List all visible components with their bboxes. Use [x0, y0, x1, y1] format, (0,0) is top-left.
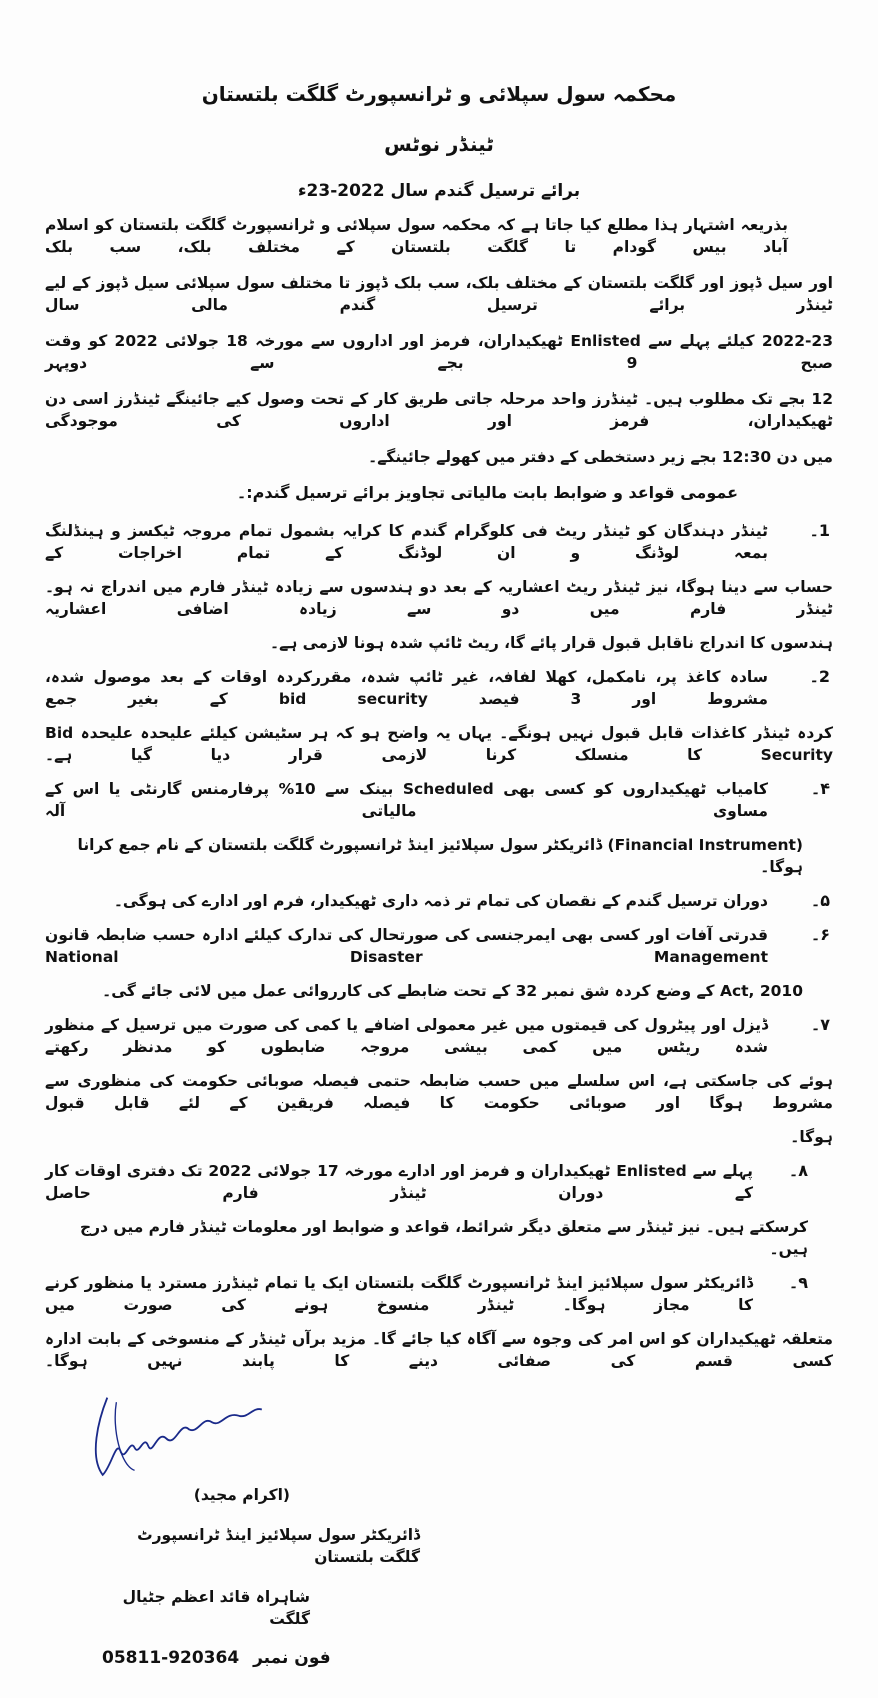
- rule-item: [45, 666, 833, 766]
- item-number: 2۔: [809, 667, 830, 686]
- notice-title: ٹینڈر نوٹس: [384, 132, 494, 156]
- item-line: متعلقہ ٹھیکیداران کو اس امر کی وجوہ سے آگاہ کیا جائے گا۔ مزید برآں ٹینڈر کے منسوخی کے بابت ادارہ کسی قسم کی صفائی دینے کا پابند نہیں ہوگا۔: [45, 1330, 833, 1370]
- item-line: ڈیزل اور پیٹرول کی قیمتوں میں غیر معمولی اضافے یا کمی کی صورت میں ترسیل کے منظور شدہ ریٹس میں کمی بیشی مروجہ ضابطوں کو مدنظر رکھتے: [45, 1016, 768, 1056]
- item-line: کامیاب ٹھیکیداروں کو کسی بھی Scheduled بینک سے 10% پرفارمنس گارنٹی یا اس کے مساوی مالیاتی آلہ: [45, 780, 769, 820]
- phone-label: فون نمبر: [253, 1648, 331, 1668]
- rule-item: [45, 520, 833, 654]
- rule-item: [45, 1272, 833, 1372]
- item-number: ۵۔: [810, 891, 830, 910]
- item-line: کرسکتے ہیں۔ نیز ٹینڈر سے متعلق دیگر شرائط، قواعد و ضوابط اور معلومات ٹینڈر فارم میں درج ہیں۔: [79, 1218, 808, 1258]
- rule-item: [45, 890, 833, 912]
- intro-line: اور سیل ڈپوز اور گلگت بلتستان کے مختلف بلک، سب بلک ڈپوز تا مختلف سول سپلائی سیل ڈپوز کے لیے ٹینڈر برائے ترسیل گندم مالی سال: [45, 274, 833, 314]
- item-line: (Financial Instrument) ڈائریکٹر سول سپلائیز اینڈ ٹرانسپورٹ گلگت بلتستان کے نام جمع کرانا ہوگا۔: [77, 836, 803, 876]
- intro-line: 2022-23 کیلئے پہلے سے Enlisted ٹھیکیداران، فرمز اور اداروں سے مورخہ 18 جولائی 2022 کو وقت صبح 9 بجے سے دوپہر: [45, 332, 833, 372]
- item-line: ٹینڈر دہندگان کو ٹینڈر ریٹ فی کلوگرام گندم کا کرایہ بشمول تمام مروجہ ٹیکسز و ہینڈلنگ بمعہ لوڈنگ و ان لوڈنگ کے تمام اخراجات کے: [45, 522, 768, 562]
- signatory-name: (اکرام مجید): [193, 1486, 290, 1504]
- item-number: ۹۔: [788, 1273, 808, 1292]
- signatory-phone-row: [102, 1648, 833, 1668]
- intro-paragraph: [45, 214, 833, 468]
- intro-line: 12 بجے تک مطلوب ہیں۔ ٹینڈرز واحد مرحلہ جاتی طریق کار کے تحت وصول کیے جائینگے ٹینڈرز اسی دن ٹھیکیداران، فرمز اور اداروں کی موجودگی: [45, 390, 833, 430]
- rule-item: [45, 1160, 833, 1260]
- item-number: ۷۔: [810, 1015, 830, 1034]
- intro-line: میں دن 12:30 بجے زیر دستخطی کے دفتر میں کھولے جائینگے۔: [368, 448, 833, 466]
- item-line: پہلے سے Enlisted ٹھیکیداران و فرمز اور ادارے مورخہ 17 جولائی 2022 تک دفتری اوقات کار کے دوران ٹینڈر فارم حاصل: [45, 1162, 754, 1202]
- item-line: سادہ کاغذ پر، نامکمل، کھلا لفافہ، غیر ٹائپ شدہ، مقررکردہ اوقات کے بعد موصول شدہ، مشروط اور 3 فیصد bid security کے بغیر جمع: [45, 668, 768, 708]
- signatory-block: [100, 1484, 420, 1630]
- item-line: حساب سے دینا ہوگا، نیز ٹینڈر ریٹ اعشاریہ کے بعد دو ہندسوں سے زیادہ ٹینڈر فارم میں اندراج نہ ہو۔ ٹینڈر فارم میں دو سے زیادہ اضافی اعشاریہ: [45, 578, 833, 618]
- item-line: کردہ ٹینڈر کاغذات قابل قبول نہیں ہونگے۔ یہاں یہ واضح ہو کہ ہر سٹیشن کیلئے علیحدہ علیحدہ Bid Security کا منسلک کرنا لازمی قرار دیا گیا ہے۔: [45, 724, 833, 764]
- item-number: 1۔: [809, 521, 830, 540]
- item-number: ۴۔: [810, 779, 830, 798]
- phone-number: 05811-920364: [102, 1648, 240, 1668]
- item-line: ہوئے کی جاسکتی ہے، اس سلسلے میں حسب ضابطہ حتمی فیصلہ صوبائی حکومت کی منظوری سے مشروط ہوگا اور صوبائی حکومت کا فیصلہ فریقین کے لئے قابل قبول: [45, 1072, 833, 1112]
- item-number: ۸۔: [788, 1161, 808, 1180]
- rules-heading: عمومی قواعد و ضوابط بابت مالیاتی تجاویز برائے ترسیل گندم:۔: [236, 483, 738, 502]
- item-line: Act, 2010 کے وضع کردہ شق نمبر 32 کے تحت ضابطے کی کارروائی عمل میں لائی جائے گی۔: [102, 982, 803, 1000]
- rule-item: [45, 1014, 833, 1148]
- signatory-designation: ڈائریکٹر سول سپلائیز اینڈ ٹرانسپورٹ گلگت بلتستان: [137, 1526, 420, 1566]
- item-number: ۶۔: [810, 925, 830, 944]
- department-title: محکمہ سول سپلائی و ٹرانسپورٹ گلگت بلتستان: [201, 82, 677, 106]
- item-line: ہوگا۔: [790, 1128, 833, 1146]
- rule-item: [45, 778, 833, 878]
- item-line: ہندسوں کا اندراج ناقابل قبول قرار پائے گا، ریٹ ٹائپ شدہ ہونا لازمی ہے۔: [270, 634, 833, 652]
- notice-subject: برائے ترسیل گندم سال 2022-23ء: [297, 181, 581, 201]
- intro-line: بذریعہ اشتہار ہذا مطلع کیا جاتا ہے کہ محکمہ سول سپلائی و ٹرانسپورٹ گلگت بلتستان کو اسلام آباد بیس گودام تا گلگت بلتستان کے مختلف بلک، سب بلک: [45, 216, 788, 256]
- item-line: قدرتی آفات اور کسی بھی ایمرجنسی کی صورتحال کی تدارک کیلئے ادارہ حسب ضابطہ قانون National Disaster Management: [45, 926, 768, 966]
- signatory-address: شاہراہ قائد اعظم جٹیال گلگت: [122, 1588, 310, 1628]
- rule-item: [45, 924, 833, 1002]
- handwritten-signature: [70, 1384, 290, 1484]
- item-line: ڈائریکٹر سول سپلائیز اینڈ ٹرانسپورٹ گلگت بلتستان ایک یا تمام ٹینڈرز مسترد یا منظور کرنے کا مجاز ہوگا۔ ٹینڈر منسوخ ہونے کی صورت میں: [45, 1274, 753, 1314]
- item-line: دوران ترسیل گندم کے نقصان کی تمام تر ذمہ داری ٹھیکیدار، فرم اور ادارے کی ہوگی۔: [113, 892, 768, 910]
